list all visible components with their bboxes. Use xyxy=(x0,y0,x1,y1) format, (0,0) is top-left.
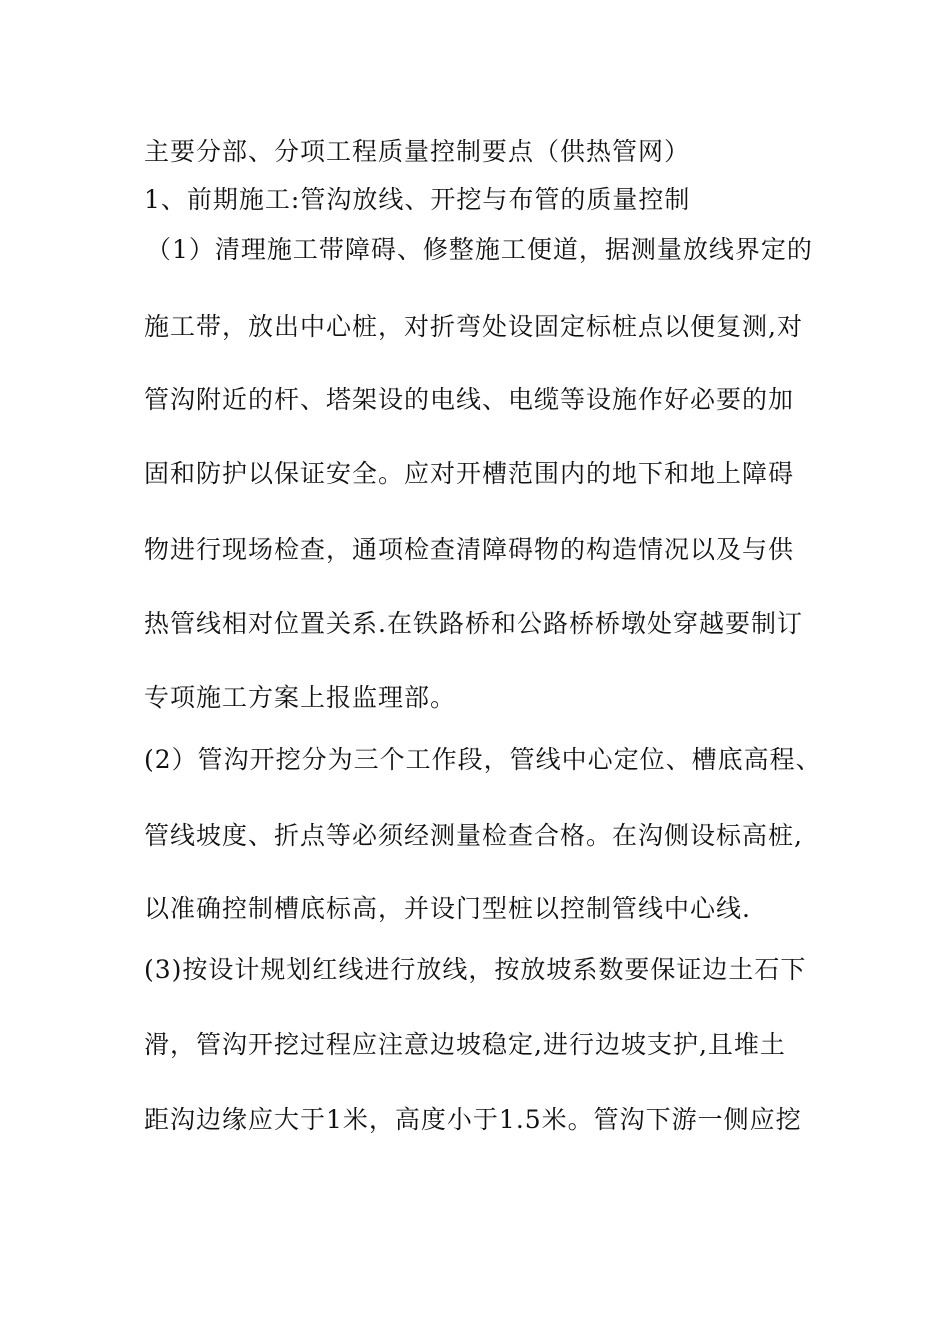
paragraph-line: 管线坡度、折点等必须经测量检查合格。在沟侧设标高桩, xyxy=(144,821,803,850)
section-heading: 1、前期施工:管沟放线、开挖与布管的质量控制 xyxy=(144,185,691,214)
paragraph-line: (3)按设计规划红线进行放线，按放坡系数要保证边土石下 xyxy=(144,955,807,984)
document-title: 主要分部、分项工程质量控制要点（供热管网） xyxy=(144,137,691,166)
paragraph-line: 固和防护以保证安全。应对开槽范围内的地下和地上障碍 xyxy=(144,459,795,488)
paragraph-line: (2）管沟开挖分为三个工作段，管线中心定位、槽底高程、 xyxy=(144,745,822,774)
paragraph-line: （1）清理施工带障碍、修整施工便道，据测量放线界定的 xyxy=(146,235,813,264)
paragraph-line: 热管线相对位置关系.在铁路桥和公路桥桥墩处穿越要制订 xyxy=(144,609,803,638)
paragraph-line: 施工带，放出中心桩，对折弯处设固定标桩点以便复测,对 xyxy=(144,312,803,341)
paragraph-line: 以准确控制槽底标高，并设门型桩以控制管线中心线. xyxy=(144,894,751,923)
paragraph-line: 专项施工方案上报监理部。 xyxy=(144,683,457,712)
paragraph-line: 距沟边缘应大于1米，高度小于1.5米。管沟下游一侧应挖 xyxy=(144,1105,802,1134)
paragraph-line: 滑，管沟开挖过程应注意边坡稳定,进行边坡支护,且堆土 xyxy=(144,1030,786,1059)
paragraph-line: 物进行现场检查，通项检查清障碍物的构造情况以及与供 xyxy=(144,535,795,564)
paragraph-line: 管沟附近的杆、塔架设的电线、电缆等设施作好必要的加 xyxy=(144,385,795,414)
